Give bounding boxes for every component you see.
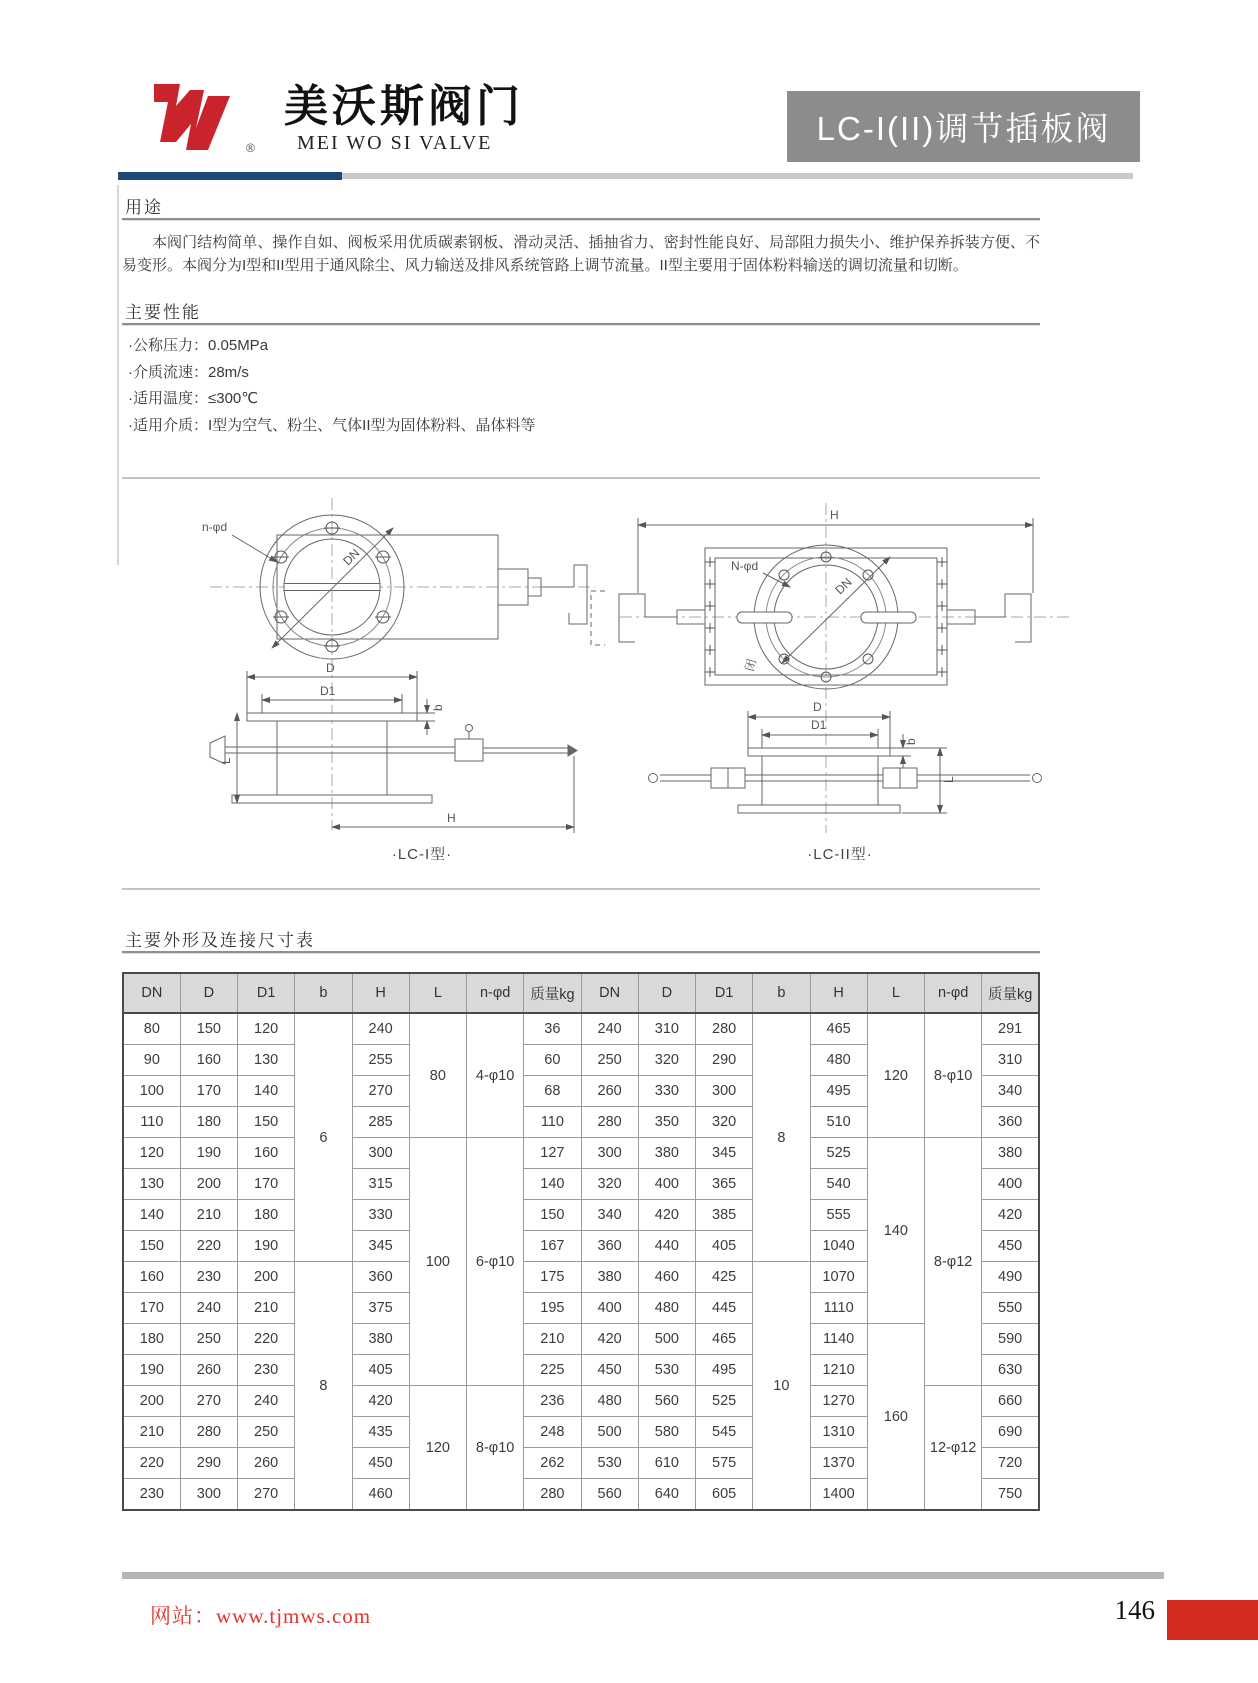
table-cell: 260 [581,1076,638,1107]
table-cell: 560 [581,1479,638,1511]
table-cell: 150 [524,1200,581,1231]
table-cell: 330 [638,1076,695,1107]
table-header-row [123,973,1039,1013]
table-cell: 210 [180,1200,237,1231]
table-cell: 460 [352,1479,409,1511]
table-cell: 260 [238,1448,295,1479]
table-cell: 270 [180,1386,237,1417]
table-header-cell: 质量kg [524,973,581,1013]
page-number: 146 [1114,1595,1155,1625]
table-cell: 130 [238,1045,295,1076]
label-b: b [904,738,918,745]
table-cell: 400 [581,1293,638,1324]
table-cell: 420 [581,1324,638,1355]
footer-website: 网站：www.tjmws.com [150,1604,372,1628]
table-cell: 250 [581,1045,638,1076]
performance-item: ·介质流速：28m/s [128,363,249,381]
performance-underline [122,323,1040,326]
table-cell: 8-φ10 [925,1013,982,1138]
table-cell: 255 [352,1045,409,1076]
table-cell: 320 [638,1045,695,1076]
table-cell: 450 [581,1355,638,1386]
table-cell: 310 [638,1013,695,1045]
table-cell: 610 [638,1448,695,1479]
table-cell: 280 [581,1107,638,1138]
table-header-cell: n-φd [925,973,982,1013]
table-cell: 605 [696,1479,753,1511]
table-cell: 150 [238,1107,295,1138]
table-cell: 310 [982,1045,1039,1076]
label-h: H [447,811,456,825]
table-header-cell: L [409,973,466,1013]
table-cell: 100 [123,1076,180,1107]
table-header-cell: n-φd [467,973,524,1013]
table-cell: 262 [524,1448,581,1479]
table-cell: 380 [638,1138,695,1169]
table-cell: 180 [238,1200,295,1231]
registered-mark: ® [246,141,255,155]
table-cell: 190 [180,1138,237,1169]
table-header-cell: H [352,973,409,1013]
table-cell: 590 [982,1324,1039,1355]
table-cell: 405 [696,1231,753,1262]
table-cell: 280 [180,1417,237,1448]
table-cell: 490 [982,1262,1039,1293]
table-cell: 495 [810,1076,867,1107]
header-rule-navy [118,172,342,180]
table-cell: 660 [982,1386,1039,1417]
table-cell: 6 [295,1013,352,1262]
table-cell: 36 [524,1013,581,1045]
table-cell: 190 [238,1231,295,1262]
table-cell: 380 [581,1262,638,1293]
table-cell: 1370 [810,1448,867,1479]
table-cell: 545 [696,1417,753,1448]
table-cell: 1270 [810,1386,867,1417]
label-d: D [813,700,822,714]
table-cell: 270 [352,1076,409,1107]
table-cell: 250 [180,1324,237,1355]
table-cell: 320 [696,1107,753,1138]
table-cell: 1140 [810,1324,867,1355]
table-cell: 240 [581,1013,638,1045]
table-cell: 248 [524,1417,581,1448]
dimensions-table-wrap [122,972,1040,1511]
table-header-cell: DN [123,973,180,1013]
table-cell: 175 [524,1262,581,1293]
product-title: LC-I(II)调节插板阀 [816,110,1111,147]
table-cell: 465 [696,1324,753,1355]
label-dn: DN [832,575,855,598]
table-cell: 200 [123,1386,180,1417]
table-cell: 190 [123,1355,180,1386]
usage-paragraph: 本阀门结构简单、操作自如、阀板采用优质碳素钢板、滑动灵活、插抽省力、密封性能良好、局部阻力损失小、维护保养拆装方便、不易变形。本阀分为I型和II型用于通风除尘、风力输送及排风系统管路上调节流量。II型主要用于固体粉料输送的调切流量和切断。 [122,234,1040,274]
technical-drawing-lc2 [585,465,1105,865]
table-cell: 400 [982,1169,1039,1200]
table-cell: 345 [352,1231,409,1262]
table-cell: 285 [352,1107,409,1138]
table-cell: 425 [696,1262,753,1293]
performance-list [128,333,1028,439]
table-cell: 530 [581,1448,638,1479]
table-cell: 300 [180,1479,237,1511]
table-cell: 405 [352,1355,409,1386]
table-cell: 230 [238,1355,295,1386]
divider-above-table [122,888,1040,890]
label-b: b [431,704,445,711]
table-cell: 400 [638,1169,695,1200]
footer-rule [122,1572,1164,1579]
label-bi: 闭 [742,657,760,673]
table-cell: 90 [123,1045,180,1076]
table-cell: 220 [180,1231,237,1262]
table-cell: 130 [123,1169,180,1200]
table-cell: 435 [352,1417,409,1448]
table-cell: 480 [638,1293,695,1324]
table-cell: 330 [352,1200,409,1231]
left-margin-line [117,185,119,565]
dimensions-underline [122,951,1040,954]
table-cell: 230 [180,1262,237,1293]
table-cell: 8-φ12 [925,1138,982,1386]
table-cell: 8-φ10 [467,1386,524,1511]
section-title-usage: 用途 [125,198,163,217]
table-cell: 385 [696,1200,753,1231]
table-cell: 140 [123,1200,180,1231]
table-cell: 480 [581,1386,638,1417]
table-cell: 291 [982,1013,1039,1045]
table-cell: 120 [123,1138,180,1169]
table-cell: 320 [581,1169,638,1200]
label-d: D [326,661,335,675]
table-row [123,1138,1039,1169]
table-cell: 380 [352,1324,409,1355]
table-cell: 525 [810,1138,867,1169]
table-cell: 8 [753,1013,810,1262]
table-cell: 210 [524,1324,581,1355]
table-cell: 160 [238,1138,295,1169]
table-cell: 290 [696,1045,753,1076]
table-cell: 380 [982,1138,1039,1169]
table-cell: 120 [867,1013,924,1138]
product-title-banner [787,91,1140,162]
table-cell: 68 [524,1076,581,1107]
table-cell: 525 [696,1386,753,1417]
table-cell: 500 [638,1324,695,1355]
table-cell: 167 [524,1231,581,1262]
table-cell: 340 [581,1200,638,1231]
performance-item: ·公称压力：0.05MPa [128,337,269,354]
table-cell: 360 [982,1107,1039,1138]
caption-lc2: ·LC-II型· [807,846,873,863]
label-n-phi-d: n-φd [202,520,228,534]
table-cell: 560 [638,1386,695,1417]
table-header-cell: D1 [238,973,295,1013]
table-cell: 640 [638,1479,695,1511]
table-row [123,1013,1039,1045]
table-header-cell: D [638,973,695,1013]
table-cell: 630 [982,1355,1039,1386]
table-cell: 420 [982,1200,1039,1231]
table-cell: 6-φ10 [467,1138,524,1386]
table-cell: 160 [180,1045,237,1076]
table-cell: 340 [982,1076,1039,1107]
table-cell: 280 [696,1013,753,1045]
table-cell: 110 [524,1107,581,1138]
table-cell: 1310 [810,1417,867,1448]
label-h: H [830,508,839,522]
label-n-phi-d: N-φd [731,559,759,573]
table-cell: 290 [180,1448,237,1479]
table-cell: 230 [123,1479,180,1511]
table-cell: 1400 [810,1479,867,1511]
table-header-cell: DN [581,973,638,1013]
table-cell: 240 [180,1293,237,1324]
table-cell: 300 [696,1076,753,1107]
technical-drawing-lc1 [150,478,620,850]
table-cell: 420 [638,1200,695,1231]
table-cell: 360 [352,1262,409,1293]
table-header-cell: D1 [696,973,753,1013]
table-cell: 210 [238,1293,295,1324]
table-cell: 1210 [810,1355,867,1386]
table-cell: 345 [696,1138,753,1169]
table-cell: 170 [123,1293,180,1324]
table-header-cell: D [180,973,237,1013]
table-cell: 170 [180,1076,237,1107]
dimensions-table [122,972,1040,1511]
table-cell: 10 [753,1262,810,1511]
table-cell: 300 [581,1138,638,1169]
table-cell: 120 [238,1013,295,1045]
table-cell: 170 [238,1169,295,1200]
table-cell: 580 [638,1417,695,1448]
table-header-cell: b [753,973,810,1013]
table-cell: 420 [352,1386,409,1417]
table-cell: 180 [123,1324,180,1355]
table-cell: 720 [982,1448,1039,1479]
company-logo [146,66,276,166]
table-cell: 690 [982,1417,1039,1448]
table-cell: 150 [123,1231,180,1262]
performance-item: ·适用温度：≤300℃ [128,390,259,407]
label-d1: D1 [811,718,827,732]
table-cell: 120 [409,1386,466,1511]
table-header-cell: b [295,973,352,1013]
table-cell: 80 [123,1013,180,1045]
usage-underline [122,218,1040,221]
table-cell: 220 [238,1324,295,1355]
table-cell: 460 [638,1262,695,1293]
table-cell: 575 [696,1448,753,1479]
table-cell: 240 [352,1013,409,1045]
table-cell: 280 [524,1479,581,1511]
header-rule-gray [342,173,1133,179]
table-cell: 240 [238,1386,295,1417]
table-cell: 450 [352,1448,409,1479]
table-cell: 8 [295,1262,352,1511]
table-cell: 160 [123,1262,180,1293]
company-name-en: MEI WO SI VALVE [297,132,493,154]
table-cell: 1110 [810,1293,867,1324]
table-header-cell: 质量kg [982,973,1039,1013]
table-cell: 195 [524,1293,581,1324]
table-cell: 260 [180,1355,237,1386]
table-cell: 200 [238,1262,295,1293]
table-cell: 140 [867,1138,924,1324]
table-cell: 510 [810,1107,867,1138]
table-cell: 550 [982,1293,1039,1324]
table-cell: 465 [810,1013,867,1045]
table-cell: 350 [638,1107,695,1138]
company-name-cn: 美沃斯阀门 [284,82,524,131]
table-cell: 555 [810,1200,867,1231]
table-cell: 150 [180,1013,237,1045]
label-l: L [942,776,956,783]
table-cell: 80 [409,1013,466,1138]
caption-lc1: ·LC-I型· [391,846,453,863]
table-header-cell: H [810,973,867,1013]
table-cell: 12-φ12 [925,1386,982,1511]
table-cell: 250 [238,1417,295,1448]
table-cell: 480 [810,1045,867,1076]
table-cell: 440 [638,1231,695,1262]
table-cell: 160 [867,1324,924,1511]
table-cell: 500 [581,1417,638,1448]
table-row [123,1324,1039,1355]
table-cell: 495 [696,1355,753,1386]
label-dn: DN [340,545,363,569]
table-cell: 270 [238,1479,295,1511]
table-cell: 450 [982,1231,1039,1262]
table-cell: 445 [696,1293,753,1324]
table-cell: 530 [638,1355,695,1386]
table-cell: 4-φ10 [467,1013,524,1138]
table-cell: 236 [524,1386,581,1417]
table-cell: 60 [524,1045,581,1076]
table-cell: 220 [123,1448,180,1479]
table-cell: 375 [352,1293,409,1324]
table-header-cell: L [867,973,924,1013]
table-cell: 1040 [810,1231,867,1262]
footer-red-block [1167,1600,1258,1640]
table-cell: 140 [238,1076,295,1107]
w-logo-mark [146,66,276,166]
table-cell: 750 [982,1479,1039,1511]
table-cell: 127 [524,1138,581,1169]
label-l: L [219,757,233,764]
table-cell: 365 [696,1169,753,1200]
performance-item: ·适用介质：I型为空气、粉尘、气体II型为固体粉料、晶体料等 [128,416,536,434]
table-cell: 210 [123,1417,180,1448]
table-cell: 180 [180,1107,237,1138]
table-cell: 315 [352,1169,409,1200]
label-d1: D1 [320,684,336,698]
table-cell: 300 [352,1138,409,1169]
table-cell: 360 [581,1231,638,1262]
table-cell: 110 [123,1107,180,1138]
table-cell: 225 [524,1355,581,1386]
section-title-dimensions: 主要外形及连接尺寸表 [125,931,315,950]
table-cell: 140 [524,1169,581,1200]
section-title-performance: 主要性能 [125,303,201,322]
table-cell: 1070 [810,1262,867,1293]
table-cell: 100 [409,1138,466,1386]
table-cell: 200 [180,1169,237,1200]
table-cell: 540 [810,1169,867,1200]
